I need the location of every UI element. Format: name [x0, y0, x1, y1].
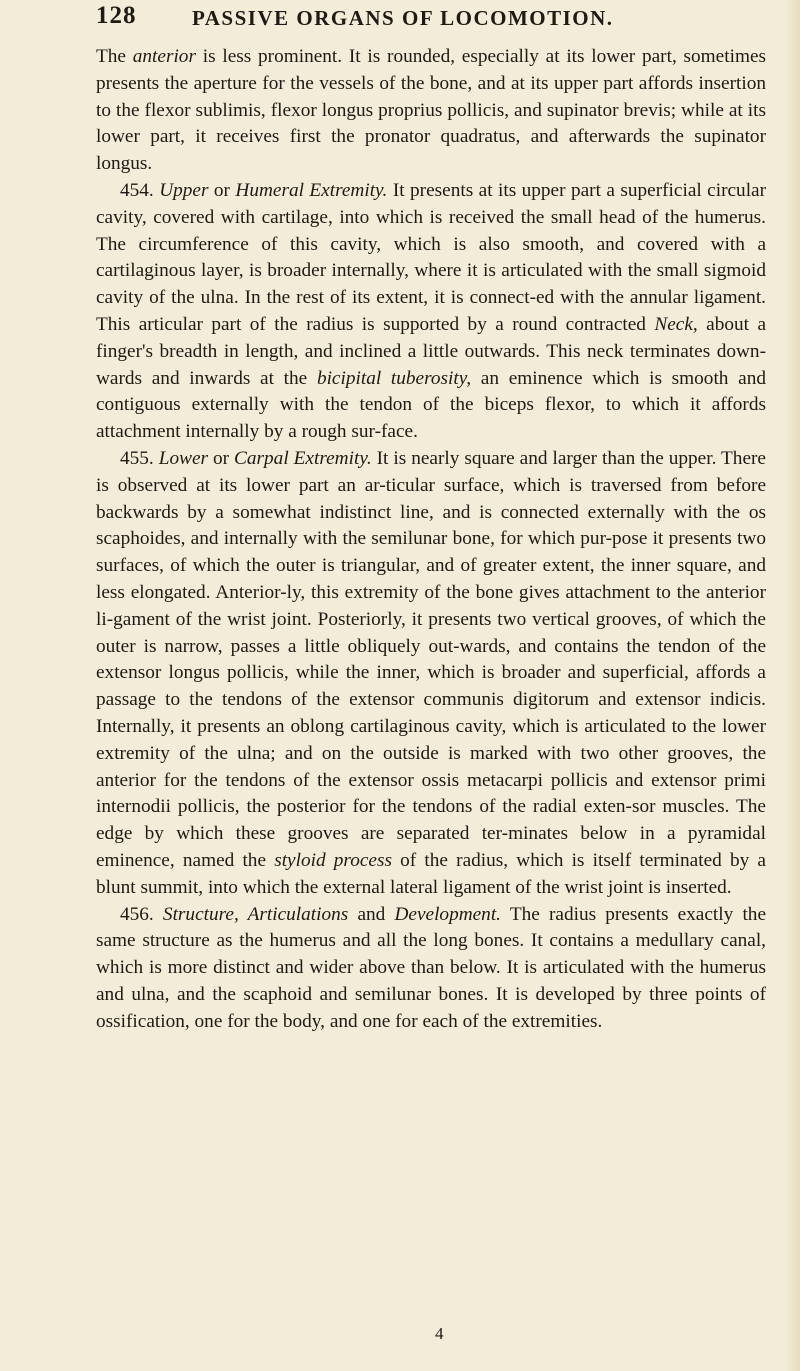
italic-term: Structure, Articulations — [162, 903, 349, 925]
text-run: or — [208, 447, 235, 469]
italic-term: Lower — [158, 447, 209, 469]
italic-term: anterior — [132, 46, 196, 67]
italic-term: Carpal Extremity. — [234, 447, 372, 469]
page-header — [96, 0, 760, 34]
text-run: It presents at its upper part a superficial circular cavity, covered with cartilage, into which is received the small head of the humerus. The circumference of this cavity, which is also smooth, and covered with a cartilaginous layer, is broader internally, where it is articulated with the small sigmoid cavity of the ulna. In the rest of its extent, it is connect-ed with the annular ligament. This articular part of the radius is supported by a round contracted — [96, 179, 767, 335]
page-number: 128 — [96, 2, 137, 29]
text-run: of the radius, which is itself terminated by a blunt summit, into which the external lateral ligament of the wrist joint is inserted. — [96, 849, 766, 898]
paragraph — [96, 446, 766, 902]
page-edge-shadow — [786, 0, 800, 1371]
paragraph — [96, 44, 766, 178]
italic-term: Upper — [159, 179, 209, 201]
signature-mark: 4 — [435, 1324, 444, 1343]
text-run: is less prominent. It is rounded, especially at its lower part, sometimes presents the aperture for the vessels of the bone, and at its upper part affords insertion to the flexor sublimis, flexor longus proprius pollicis, and supinator brevis; while at its lower part, it receives first the pronator quadratus, and afterwards the supinator longus. — [96, 46, 767, 175]
text-run: 454. — [120, 179, 160, 201]
text-run: It is nearly square and larger than the upper. There is observed at its lower part an ar-ticular surface, which is traversed from before backwards by a somewhat indistinct line, and is connected externally with the os scaphoides, and internally with the semilunar bone, for which pur-pose it presents two surfaces, of which the outer is triangular, and of greater extent, the inner square, and less elongated. Anterior-ly, this extremity of the bone gives attachment to the anterior li-gament of the wrist joint. Posteriorly, it presents two vertical grooves, of which the outer is narrow, passes a little obliquely out-wards, and contains the tendon of the extensor longus pollicis, while the inner, which is broader and superficial, affords a passage to the tendons of the extensor communis digitorum and extensor indicis. Internally, it presents an oblong cartilaginous cavity, which is articulated to the lower extremity of the ulna; and on the outside is marked with two other grooves, the anterior for the tendons of the extensor ossis metacarpi pollicis and extensor primi internodii pollicis, the posterior for the tendons of the radial exten-sor muscles. The edge by which these grooves are separated ter-minates below in a pyramidal eminence, named the — [96, 447, 766, 871]
text-run: 455. — [120, 447, 159, 469]
text-run: an eminence which is smooth and contiguous externally with the tendon of the biceps flexor, to which it affords attachment internally by a rough sur-face. — [96, 367, 766, 443]
italic-term: Humeral Extremity. — [235, 179, 388, 201]
text-run: or — [208, 179, 236, 201]
paragraph — [96, 178, 766, 446]
text-run: and — [348, 903, 395, 925]
running-title: PASSIVE ORGANS OF LOCOMOTION. — [192, 6, 614, 30]
text-run: The radius presents exactly the same structure as the humerus and all the long bones. It contains a medullary canal, which is more distinct and wider above than below. It is articulated with the humerus and ulna, and the scaphoid and semilunar bones. It is developed by three points of ossification, one for the body, and one for each of the extremities. — [96, 903, 766, 1032]
text-run: about a finger's breadth in length, and inclined a little outwards. This neck terminates down-wards and inwards at the — [96, 313, 767, 389]
text-run: 456. — [120, 903, 163, 925]
italic-term: Neck, — [654, 313, 698, 335]
italic-term: bicipital tuberosity, — [316, 367, 472, 389]
text-run: The — [96, 46, 133, 67]
paragraph — [96, 902, 766, 1036]
body-text — [96, 44, 766, 1035]
italic-term: Development. — [394, 903, 502, 925]
italic-term: styloid process — [274, 849, 392, 871]
